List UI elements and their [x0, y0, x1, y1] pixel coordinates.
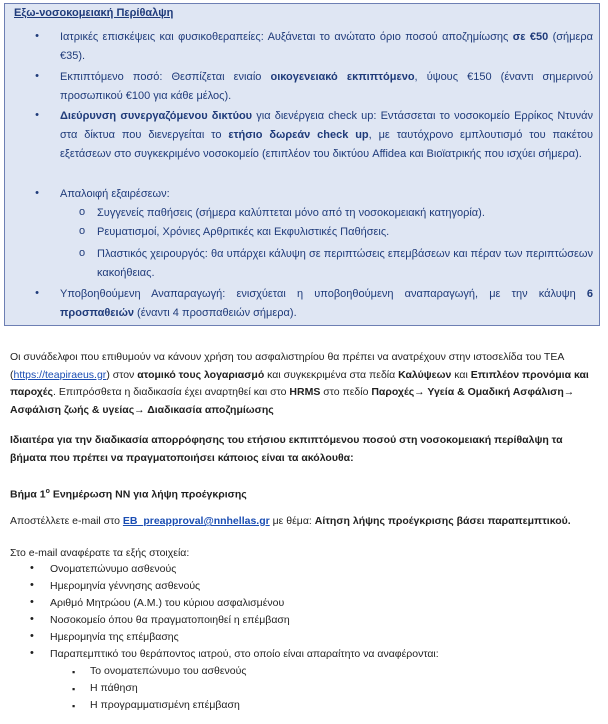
deductible-note: Ιδιαιτέρα για την διαδικασία απορρόφησης του ετήσιου εκπιπτόμενου ποσού στη νοσοκομειακή περίθαλψη τα βήματα που πρέπει να πραγματοποιήσει κάποιος είναι τα ακόλουθα: [10, 434, 563, 464]
list-item: Αριθμό Μητρώου (Α.Μ.) του κύριου ασφαλισμένου [50, 597, 285, 609]
sublist-item: Το ονοματεπώνυμο του ασθενούς [90, 665, 247, 677]
bullet: • [35, 287, 39, 299]
sub-bullet: o [78, 247, 86, 259]
sublist-item: Η προγραμματισμένη επέμβαση [90, 699, 240, 711]
list-item: Ημερομηνία γέννησης ασθενούς [50, 580, 201, 592]
bullet: • [35, 109, 39, 121]
bullet: • [30, 579, 34, 591]
item-assisted-reproduction: Υποβοηθούμενη Αναπαραγωγή: ενισχύεται η υποβοηθούμενη αναπαραγωγή, με την κάλυψη 6 προσπαθειών (έναντι 4 προσπαθειών σήμερα). [60, 288, 593, 319]
bullet: • [35, 70, 39, 82]
list-item: Ονοματεπώνυμο ασθενούς [50, 563, 177, 575]
bullet: • [35, 187, 39, 199]
exclusion-congenital: Συγγενείς παθήσεις (σήμερα καλύπτεται μόνο από τη νοσοκομειακή κατηγορία). [97, 207, 485, 219]
intro-paragraph: Οι συνάδελφοι που επιθυμούν να κάνουν χρήση του ασφαλιστηρίου θα πρέπει να ανατρέχουν στην ιστοσελίδα του ΤΕΑ (https://teapiraeus.gr) στον ατομικό τους λογαριασμό και συγκεκριμένα στα πεδία Καλύψεων και Επιπλέον προνόμια και παροχές. Επιπρόσθετα η διαδικασία έχει αναρτηθεί και στο HRMS στο πεδίο Παροχές→ Υγεία & Ομαδική Ασφάλιση→ Ασφάλιση ζωής & υγείας→ Διαδικασία αποζημίωσης [10, 351, 589, 416]
item-network-expansion: Διεύρυνση συνεργαζόμενου δικτύου για διενέργεια check up: Εντάσσεται το νοσοκομείο Ερρίκος Ντυνάν στα δίκτυα που διενεργείται το ετήσιο δωρεάν check up, με ταυτόχρονο εμπλουτισμό του πακέτου εξετάσεων στο συγκεκριμένο νοσοκομείο (επιπλέον του δικτύου Affidea και Βιοϊατρικής που ισχύει σήμερα). [60, 110, 593, 160]
item-exclusions: Απαλοιφή εξαιρέσεων: [60, 188, 170, 200]
list-intro: Στο e-mail αναφέρατε τα εξής στοιχεία: [10, 547, 190, 559]
item-medical-visits: Ιατρικές επισκέψεις και φυσικοθεραπείες: Αυξάνεται το ανώτατο όριο ποσού αποζημίωσης σε €50 (σήμερα €35). [60, 31, 593, 62]
sub-bullet: ▪ [72, 701, 76, 711]
item-deductible: Εκπιπτόμενο ποσό: Θεσπίζεται ενιαίο οικογενειακό εκπιπτόμενο, ύψους €150 (έναντι σημερινού προσωπικού €100 για κάθε μέλος). [60, 71, 593, 102]
step-1-heading: Βήμα $1^o$ Ενημέρωση ΝΝ για λήψη προέγκρισης [10, 488, 247, 501]
bullet: • [30, 647, 34, 659]
bullet: • [30, 613, 34, 625]
sub-bullet: o [78, 225, 86, 237]
exclusion-plastic-surgeon: Πλαστικός χειρουργός: θα υπάρχει κάλυψη σε περιπτώσεις επεμβάσεων και πέραν των περιπτώσεων κακοήθειας. [97, 248, 593, 279]
bullet: • [35, 30, 39, 42]
teapiraeus-link[interactable]: https://teapiraeus.gr [13, 368, 107, 381]
list-item: Παραπεμπτικό του θεράποντος ιατρού, στο οποίο είναι απαραίτητο να αναφέρονται: [50, 648, 439, 660]
bullet: • [30, 596, 34, 608]
email-instruction: Αποστέλλετε e-mail στο EB_preapproval@nnhellas.gr με θέμα: Αίτηση λήψης προέγκρισης βάσει παραπεμπτικού. [10, 515, 571, 527]
outpatient-care-box [4, 3, 600, 326]
list-item: Ημερομηνία της επέμβασης [50, 631, 179, 643]
sub-bullet: ▪ [72, 684, 76, 694]
sub-bullet: o [78, 206, 86, 218]
bullet: • [30, 562, 34, 574]
exclusion-rheumatism: Ρευματισμοί, Χρόνιες Αρθριτικές και Εκφυλιστικές Παθήσεις. [97, 226, 390, 238]
bullet: • [30, 630, 34, 642]
email-link[interactable]: EB_preapproval@nnhellas.gr [122, 515, 270, 527]
sublist-item: Η πάθηση [90, 682, 138, 694]
sub-bullet: ▪ [72, 667, 76, 677]
box-title: Εξω-νοσοκομειακή Περίθαλψη [14, 7, 174, 19]
list-item: Νοσοκομείο όπου θα πραγματοποιηθεί η επέμβαση [50, 614, 290, 626]
